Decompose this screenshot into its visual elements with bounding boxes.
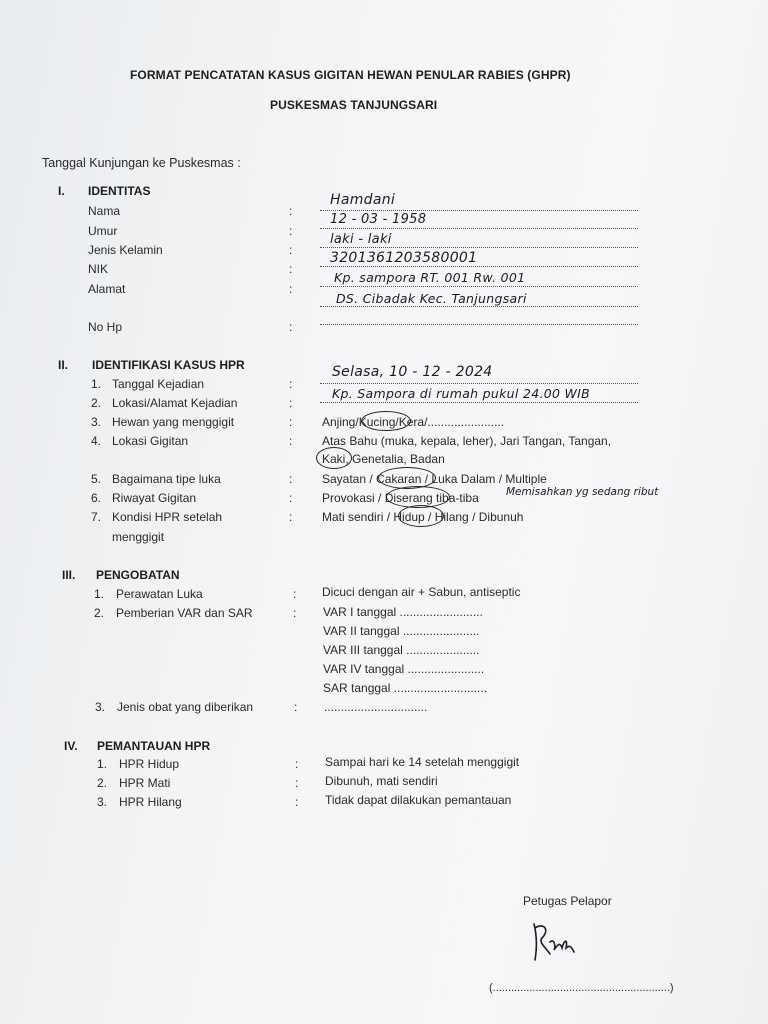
section-title-identifikasi: IDENTIFIKASI KASUS HPR [92, 358, 245, 372]
colon: : [293, 587, 297, 601]
fill-line [320, 228, 638, 229]
fill-line [320, 247, 638, 248]
value-lokasi-gigitan-1: Atas Bahu (muka, kepala, leher), Jari Tangan, Tangan, [322, 434, 612, 448]
label-kondisi: Kondisi HPR setelah [112, 510, 223, 524]
item-num: 2. [97, 776, 108, 790]
colon: : [289, 396, 293, 410]
label-no-hp: No Hp [88, 320, 123, 334]
value-jenis-obat: ............................... [324, 700, 428, 714]
value-riwayat: Provokasi / Diserang tiba-tiba [322, 491, 479, 505]
value-kondisi: Mati sendiri / Hidup / Hilang / Dibunuh [322, 510, 524, 524]
value-lokasi-gigitan-2: Kaki, Genetalia, Badan [322, 452, 445, 466]
colon: : [289, 204, 293, 218]
item-num: 3. [91, 415, 102, 429]
value-sar: SAR tanggal ............................ [323, 681, 488, 695]
section-num-pemantauan: IV. [64, 739, 78, 753]
label-riwayat: Riwayat Gigitan [112, 491, 197, 505]
label-alamat: Alamat [88, 282, 126, 296]
colon: : [289, 415, 293, 429]
fill-line [320, 266, 638, 267]
section-num-pengobatan: III. [62, 568, 76, 582]
section-num-identitas: I. [58, 184, 65, 198]
section-num-identifikasi: II. [58, 358, 69, 372]
value-jenis-kelamin: laki - laki [330, 232, 392, 247]
label-jenis-kelamin: Jenis Kelamin [88, 243, 163, 257]
colon: : [295, 795, 299, 809]
item-num: 7. [91, 510, 102, 524]
colon: : [295, 757, 299, 771]
item-num: 1. [97, 757, 108, 771]
visit-date-label: Tanggal Kunjungan ke Puskesmas : [42, 156, 241, 170]
value-hpr-hidup: Sampai hari ke 14 setelah menggigit [325, 755, 520, 769]
colon: : [295, 776, 299, 790]
value-hpr-hilang: Tidak dapat dilakukan pemantauan [325, 793, 512, 807]
item-num: 1. [94, 587, 105, 601]
handwritten-signature [528, 918, 578, 964]
label-hpr-hilang: HPR Hilang [119, 795, 182, 809]
value-alamat-2: DS. Cibadak Kec. Tanjungsari [336, 291, 527, 306]
value-tipe-luka: Sayatan / Cakaran / Luka Dalam / Multiple [322, 472, 547, 486]
form-subtitle: PUSKESMAS TANJUNGSARI [270, 98, 438, 112]
item-num: 1. [91, 377, 102, 391]
value-var-4: VAR IV tanggal ....................... [323, 662, 485, 676]
signature-label: Petugas Pelapor [523, 894, 612, 908]
fill-line [320, 286, 638, 287]
fill-line [320, 210, 638, 211]
label-pemberian-var-sar: Pemberian VAR dan SAR [116, 606, 253, 620]
label-perawatan-luka: Perawatan Luka [116, 587, 203, 601]
circle-mark-kucing [361, 411, 411, 431]
colon: : [289, 434, 293, 448]
value-nama: Hamdani [330, 192, 396, 208]
label-tipe-luka: Bagaimana tipe luka [112, 472, 221, 486]
colon: : [289, 243, 293, 257]
item-num: 2. [91, 396, 102, 410]
fill-line [320, 306, 638, 307]
label-kondisi-2: menggigit [112, 530, 165, 544]
form-title: FORMAT PENCATATAN KASUS GIGITAN HEWAN PENULAR RABIES (GHPR) [130, 68, 571, 82]
item-num: 2. [94, 606, 105, 620]
item-num: 4. [91, 434, 102, 448]
value-alamat-1: Kp. sampora RT. 001 Rw. 001 [334, 270, 526, 285]
section-title-pengobatan: PENGOBATAN [96, 568, 180, 582]
item-num: 3. [97, 795, 108, 809]
colon: : [289, 262, 293, 276]
value-hewan-options: Anjing/Kucing/Kera/....................... [322, 415, 505, 429]
value-var-3: VAR III tanggal ...................... [323, 643, 480, 657]
label-jenis-obat: Jenis obat yang diberikan [117, 700, 254, 714]
label-nama: Nama [88, 204, 121, 218]
value-var-1: VAR I tanggal ......................... [323, 605, 483, 619]
value-lokasi-kejadian: Kp. Sampora di rumah pukul 24.00 WIB [332, 386, 591, 401]
value-umur: 12 - 03 - 1958 [330, 212, 427, 227]
colon: : [289, 510, 293, 524]
value-perawatan-luka: Dicuci dengan air + Sabun, antiseptic [322, 585, 521, 599]
label-hpr-hidup: HPR Hidup [119, 757, 180, 771]
item-num: 5. [91, 472, 102, 486]
fill-line [320, 324, 638, 325]
label-tanggal-kejadian: Tanggal Kejadian [112, 377, 205, 391]
circle-mark-hidup [398, 505, 444, 527]
colon: : [289, 282, 293, 296]
circle-mark-kaki [316, 447, 352, 469]
colon: : [289, 377, 293, 391]
colon: : [293, 606, 297, 620]
item-num: 3. [95, 700, 106, 714]
colon: : [289, 320, 293, 334]
label-umur: Umur [88, 224, 118, 238]
colon: : [289, 491, 293, 505]
signature-name-line: (..........................................................) [489, 982, 674, 994]
label-hewan: Hewan yang menggigit [112, 415, 235, 429]
label-nik: NIK [88, 262, 109, 276]
fill-line [320, 383, 638, 384]
value-hpr-mati: Dibunuh, mati sendiri [325, 774, 438, 788]
label-lokasi-kejadian: Lokasi/Alamat Kejadian [112, 396, 238, 410]
section-title-identitas: IDENTITAS [88, 184, 151, 198]
colon: : [294, 700, 298, 714]
value-tanggal-kejadian: Selasa, 10 - 12 - 2024 [332, 364, 493, 380]
item-num: 6. [91, 491, 102, 505]
colon: : [289, 472, 293, 486]
value-var-2: VAR II tanggal ....................... [323, 624, 480, 638]
label-hpr-mati: HPR Mati [119, 776, 171, 790]
value-nik: 3201361203580001 [330, 250, 478, 266]
section-title-pemantauan: PEMANTAUAN HPR [97, 739, 211, 753]
colon: : [289, 224, 293, 238]
value-riwayat-note: Memisahkan yg sedang ribut [506, 486, 659, 498]
fill-line [320, 402, 638, 403]
label-lokasi-gigitan: Lokasi Gigitan [112, 434, 189, 448]
